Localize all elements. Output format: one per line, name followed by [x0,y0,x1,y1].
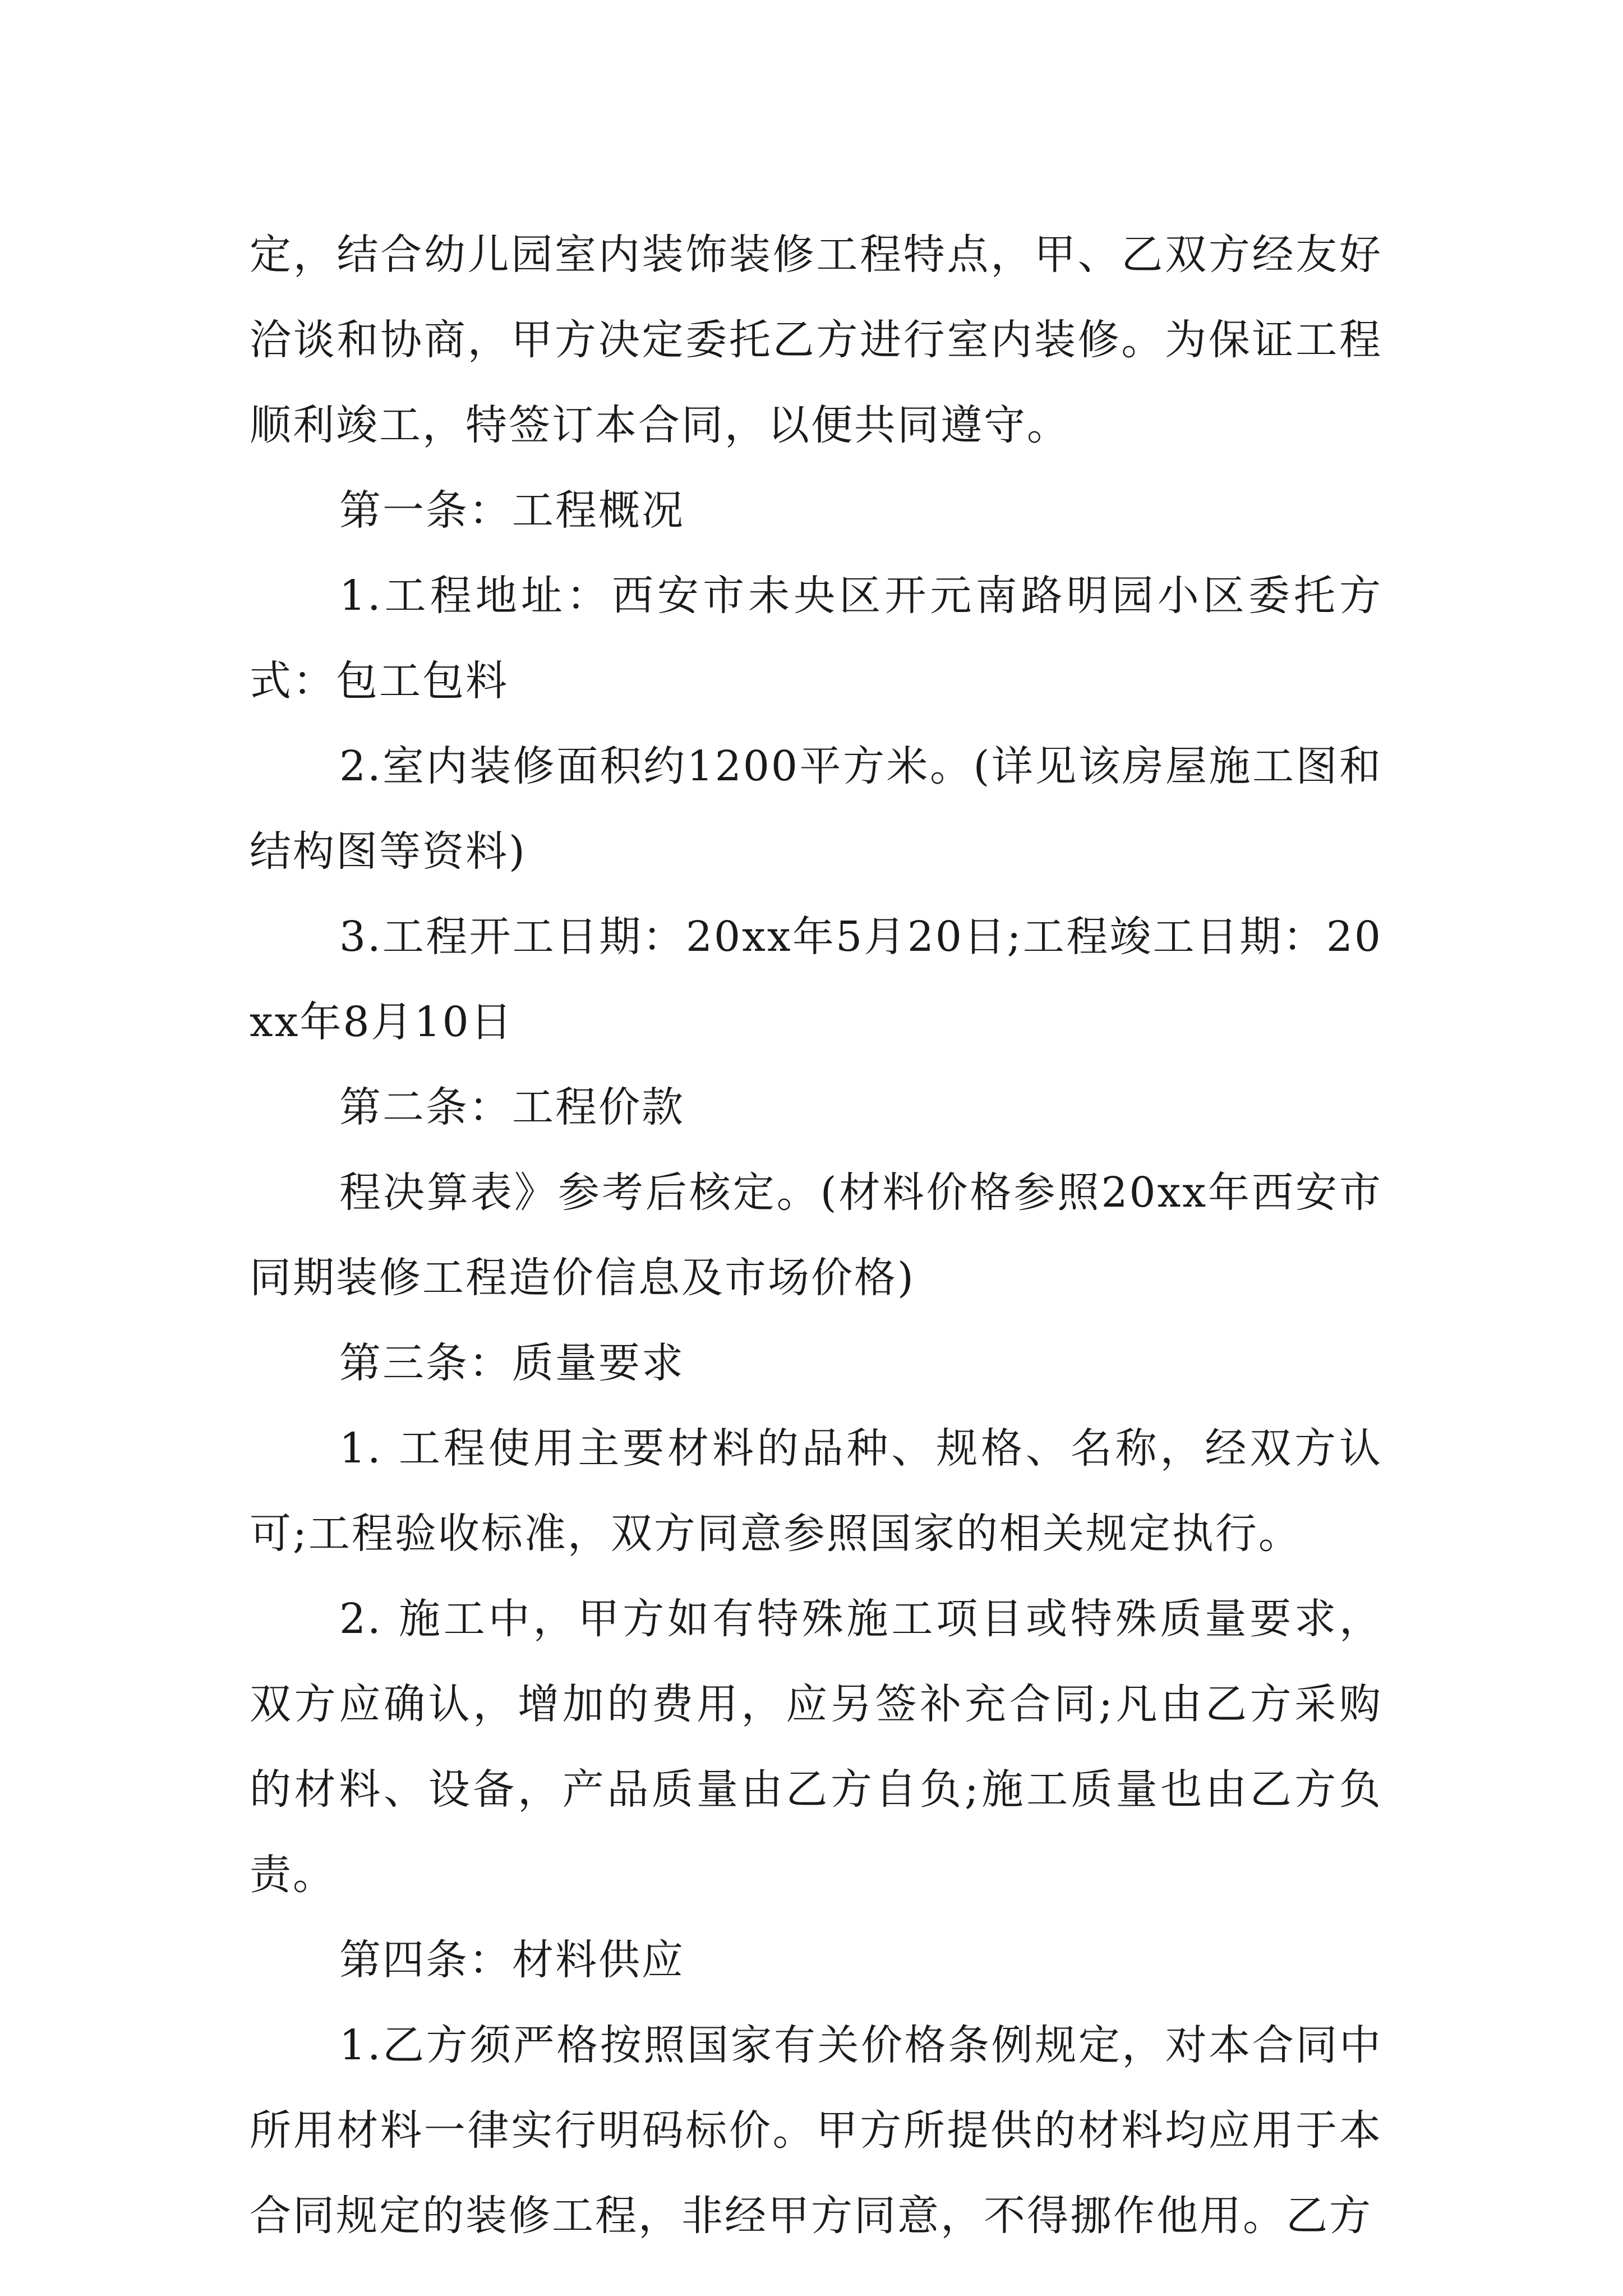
paragraph-quality-2: 2. 施工中，甲方如有特殊施工项目或特殊质量要求，双方应确认，增加的费用，应另签补充合同;凡由乙方采购的材料、设备，产品质量由乙方自负;施工质量也由乙方负责。 [250,1595,1382,1899]
paragraph-project-address: 1.工程地址：西安市未央区开元南路明园小区委托方式：包工包料 [250,572,1382,705]
heading-article-3: 第三条：质量要求 [339,1339,685,1387]
document-body [250,212,1382,2258]
heading-article-1: 第一条：工程概况 [339,486,685,535]
paragraph-decoration-area: 2.室内装修面积约1200平方米。(详见该房屋施工图和结构图等资料) [250,742,1382,876]
paragraph-intro: 定，结合幼儿园室内装饰装修工程特点，甲、乙双方经友好洽谈和协商，甲方决定委托乙方进行室内装修。为保证工程顺利竣工，特签订本合同，以便共同遵守。 [250,231,1382,449]
paragraph-project-dates: 3.工程开工日期：20xx年5月20日;工程竣工日期：20xx年8月10日 [250,913,1382,1046]
heading-article-4: 第四条：材料供应 [339,1936,685,1984]
paragraph-quality-1: 1. 工程使用主要材料的品种、规格、名称，经双方认可;工程验收标准，双方同意参照国家的相关规定执行。 [250,1424,1382,1558]
heading-article-2: 第二条：工程价款 [339,1083,685,1131]
paragraph-price-basis: 程决算表》参考后核定。(材料价格参照20xx年西安市同期装修工程造价信息及市场价格) [250,1168,1382,1302]
paragraph-material-1: 1.乙方须严格按照国家有关价格条例规定，对本合同中所用材料一律实行明码标价。甲方所提供的材料均应用于本合同规定的装修工程，非经甲方同意，不得挪作他用。乙方 [250,2021,1382,2240]
